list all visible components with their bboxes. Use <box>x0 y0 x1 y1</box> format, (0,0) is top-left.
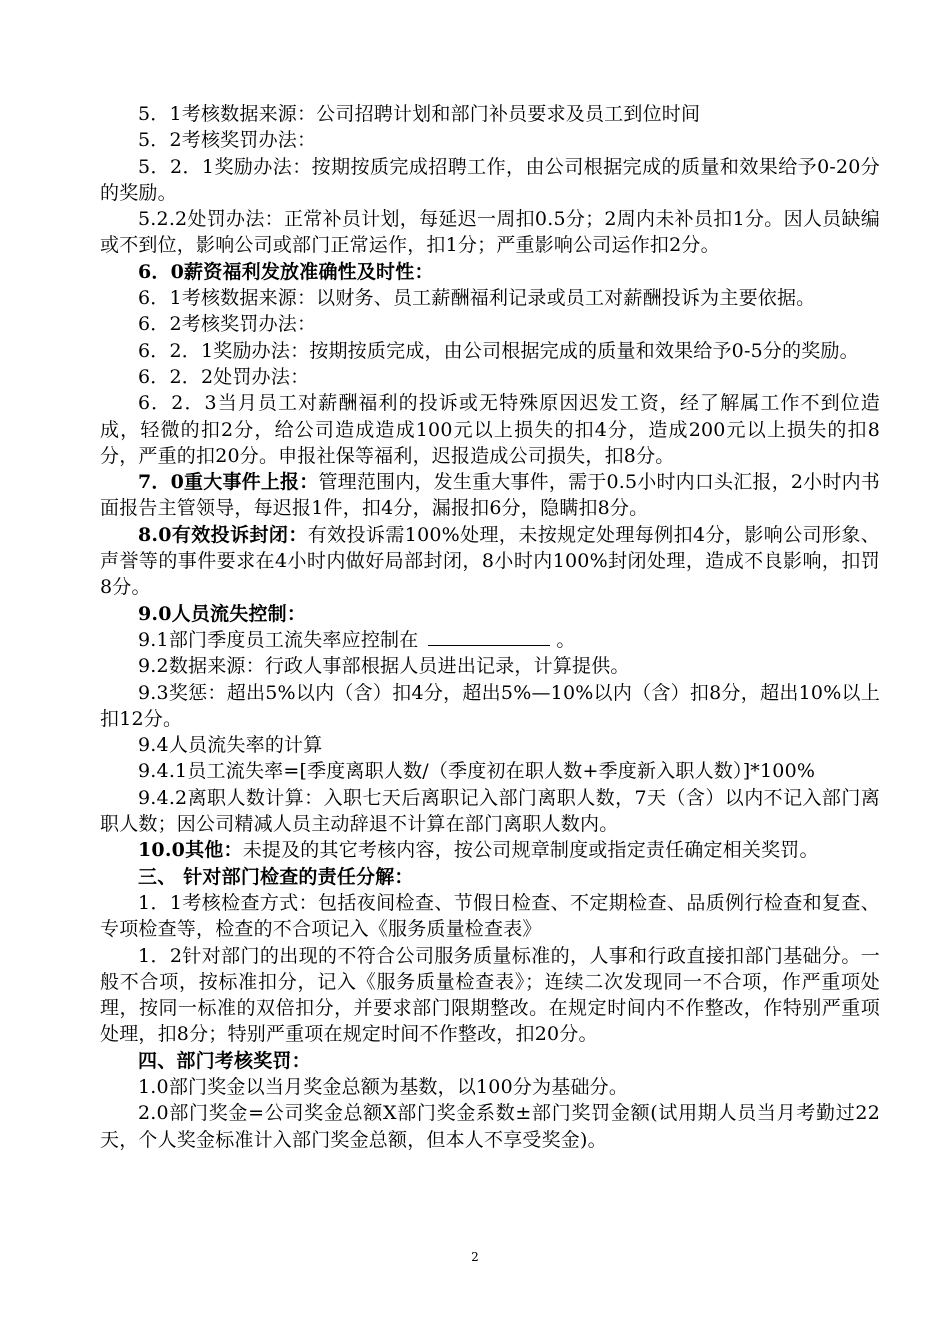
paragraph-text: 9.4.2离职人数计算：入职七天后离职记入部门离职人数，7天（含）以内不记入部门离职人数；因公司精减人员主动辞退不计算在部门离职人数内。 <box>100 786 880 836</box>
section-heading: 8.0有效投诉封闭： <box>138 523 308 546</box>
paragraph-1-1 <box>100 890 880 943</box>
paragraph-text: 1．2针对部门的出现的不符合公司服务质量标准的，人事和行政直接扣部门基础分。一般不合项，按标准扣分，记入《服务质量检查表》；连续二次发现同一不合项，作严重项处理，按同一标准的双倍扣分，并要求部门限期整改。在规定时间内不作整改，作特别严重项处理，扣8分；特别严重项在规定时间不作整改，扣20分。 <box>100 944 880 1046</box>
section-heading: 7．0重大事件上报： <box>138 471 319 494</box>
paragraph-text: 2.0部门奖金=公司奖金总额X部门奖金系数±部门奖罚金额(试用期人员当月考勤过22天，个人奖金标准计入部门奖金总额，但本人不享受奖金)。 <box>100 1102 880 1151</box>
paragraph-1-0 <box>100 1074 880 1100</box>
paragraph-text: 未提及的其它考核内容，按公司规章制度或指定责任确定相关奖罚。 <box>242 839 819 862</box>
paragraph-6-2-2 <box>100 364 880 390</box>
paragraph-text: 1.0部门奖金以当月奖金总额为基数，以100分为基础分。 <box>138 1075 629 1098</box>
heading-section-4 <box>100 1048 880 1074</box>
paragraph-9-4-1 <box>100 758 880 784</box>
paragraph-text: 9.1部门季度员工流失率应控制在 <box>138 628 419 651</box>
paragraph-6-1 <box>100 285 880 311</box>
paragraph-6-2-1 <box>100 338 880 364</box>
paragraph-text: 有效投诉需100%处理，未按规定处理每例扣4分，影响公司形象、声誉等的事件要求在4小时内做好局部封闭，8小时内100%封闭处理，造成不良影响，扣罚8分。 <box>100 523 880 599</box>
paragraph-text: 9.4人员流失率的计算 <box>138 734 323 757</box>
fill-in-blank <box>428 627 550 646</box>
heading-section-3 <box>100 864 880 890</box>
paragraph-5-1 <box>100 101 880 127</box>
paragraph-9-4-2 <box>100 785 880 838</box>
paragraph-1-2 <box>100 943 880 1048</box>
paragraph-5-2-2 <box>100 206 880 259</box>
paragraph-text: 9.2数据来源：行政人事部根据人员进出记录，计算提供。 <box>138 655 630 678</box>
paragraph-9-1 <box>100 627 880 653</box>
paragraph-9-4 <box>100 732 880 758</box>
paragraph-text: 6．1考核数据来源：以财务、员工薪酬福利记录或员工对薪酬投诉为主要依据。 <box>138 287 816 310</box>
paragraph-text: 9.3奖惩：超出5%以内（含）扣4分，超出5%—10%以内（含）扣8分，超出10%以上扣12分。 <box>100 681 880 730</box>
paragraph-10-0 <box>100 837 880 863</box>
document-body <box>100 101 880 1153</box>
paragraph-text-end: 。 <box>556 628 576 651</box>
paragraph-6-2-3 <box>100 390 880 469</box>
paragraph-2-0 <box>100 1100 880 1153</box>
paragraph-text: 1．1考核检查方式：包括夜间检查、节假日检查、不定期检查、品质例行检查和复查、专项检查等，检查的不合项记入《服务质量检查表》 <box>100 891 880 941</box>
heading-9-0 <box>100 601 880 627</box>
paragraph-5-2 <box>100 127 880 153</box>
paragraph-text: 6．2．2处罚办法： <box>138 365 310 388</box>
section-heading: 10.0其他： <box>138 839 243 862</box>
paragraph-5-2-1 <box>100 154 880 207</box>
section-heading: 6．0薪资福利发放准确性及时性： <box>138 260 434 283</box>
paragraph-text: 5．2．1奖励办法：按期按质完成招聘工作，由公司根据完成的质量和效果给予0-20分的奖励。 <box>100 155 880 204</box>
paragraph-text: 6．2．3当月员工对薪酬福利的投诉或无特殊原因迟发工资，经了解属工作不到位造成，轻微的扣2分，给公司造成造成100元以上损失的扣4分，造成200元以上损失的扣8分，严重的扣20分。申报社保等福利，迟报造成公司损失，扣8分。 <box>100 392 880 467</box>
paragraph-text: 6．2．1奖励办法：按期按质完成，由公司根据完成的质量和效果给予0-5分的奖励。 <box>138 339 859 362</box>
paragraph-9-3 <box>100 680 880 733</box>
paragraph-text: 5．2考核奖罚办法： <box>138 129 317 152</box>
paragraph-text: 6．2考核奖罚办法： <box>138 313 317 336</box>
heading-6-0 <box>100 259 880 285</box>
paragraph-8-0 <box>100 522 880 601</box>
paragraph-7-0 <box>100 469 880 522</box>
paragraph-6-2 <box>100 311 880 337</box>
paragraph-text: 5.2.2处罚办法：正常补员计划，每延迟一周扣0.5分；2周内未补员扣1分。因人员缺编或不到位，影响公司或部门正常运作，扣1分；严重影响公司运作扣2分。 <box>100 208 880 257</box>
page-number: 2 <box>471 1250 479 1264</box>
section-heading: 三、 针对部门检查的责任分解： <box>138 865 414 888</box>
paragraph-text: 5．1考核数据来源：公司招聘计划和部门补员要求及员工到位时间 <box>138 103 701 125</box>
paragraph-9-2 <box>100 653 880 679</box>
section-heading: 四、部门考核奖罚： <box>138 1049 311 1072</box>
section-heading: 9.0人员流失控制： <box>138 602 307 625</box>
paragraph-text: 管理范围内，发生重大事件，需于0.5小时内口头汇报，2小时内书面报告主管领导，每迟报1件，扣4分，漏报扣6分，隐瞒扣8分。 <box>100 471 880 520</box>
paragraph-text: 9.4.1员工流失率=[季度离职人数/（季度初在职人数+季度新入职人数）]*100% <box>138 760 816 783</box>
